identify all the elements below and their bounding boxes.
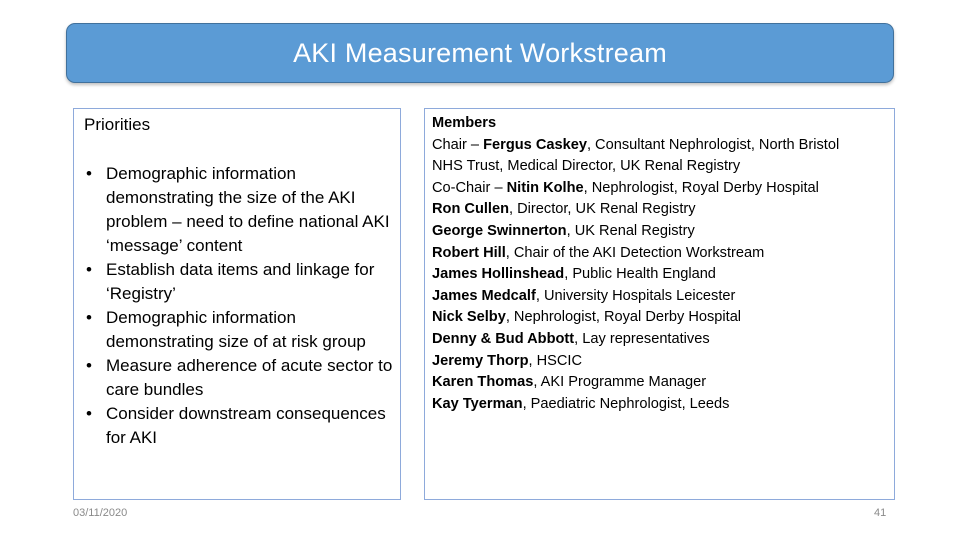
bullet-icon: • — [86, 356, 92, 375]
member-role: , Director, UK Renal Registry — [509, 201, 696, 218]
priority-text: Establish data items and linkage for ‘Registry’ — [106, 260, 375, 303]
member-cochair — [432, 178, 894, 200]
member-name: James Medcalf — [432, 287, 536, 304]
members-panel — [424, 108, 895, 500]
priority-item — [84, 162, 396, 258]
member-row — [432, 199, 894, 221]
bullet-icon: • — [86, 164, 92, 183]
title-banner — [66, 23, 894, 83]
priority-text: Demographic information demonstrating size of at risk group — [106, 308, 366, 351]
member-role: , University Hospitals Leicester — [535, 287, 736, 304]
member-role: , HSCIC — [528, 352, 583, 369]
bullet-icon: • — [86, 260, 92, 279]
member-row — [432, 243, 894, 265]
priority-item — [84, 258, 396, 306]
member-row — [432, 351, 894, 373]
priorities-panel — [73, 108, 401, 500]
member-name: Fergus Caskey — [483, 136, 587, 153]
member-name: Robert Hill — [432, 244, 506, 261]
member-row — [432, 329, 894, 351]
member-chair — [432, 135, 894, 157]
priorities-list — [84, 162, 396, 450]
member-role: , Public Health England — [564, 266, 716, 283]
member-row — [432, 286, 894, 308]
member-name: Nitin Kolhe — [506, 179, 584, 196]
member-prefix: Co-Chair – — [432, 179, 507, 196]
member-row — [432, 264, 894, 286]
member-role: , Nephrologist, Royal Derby Hospital — [505, 309, 742, 326]
member-prefix: Chair – — [432, 136, 484, 153]
priority-text: Demographic information demonstrating the size of the AKI problem – need to define national AKI ‘message’ content — [106, 164, 390, 255]
page-number: 41 — [874, 507, 887, 519]
slide-title: AKI Measurement Workstream — [293, 37, 667, 68]
member-row — [432, 307, 894, 329]
member-role: , Chair of the AKI Detection Workstream — [505, 244, 765, 261]
priority-item — [84, 402, 396, 450]
member-name: Denny & Bud Abbott — [432, 330, 575, 347]
member-name: Kay Tyerman — [432, 395, 523, 412]
member-role: , UK Renal Registry — [566, 222, 695, 239]
priorities-heading: Priorities — [84, 115, 151, 134]
bullet-icon: • — [86, 308, 92, 327]
member-row — [432, 372, 894, 394]
member-role: , Nephrologist, Royal Derby Hospital — [583, 179, 819, 196]
member-name: James Hollinshead — [432, 266, 565, 283]
members-heading: Members — [432, 115, 497, 131]
member-role: , Consultant Nephrologist, North Bristol — [586, 136, 840, 153]
footer-date: 03/11/2020 — [73, 507, 128, 519]
member-role: , Lay representatives — [574, 330, 710, 347]
priority-item — [84, 306, 396, 354]
member-chair-role-continued: NHS Trust, Medical Director, UK Renal Registry — [432, 158, 741, 175]
member-name: Karen Thomas — [432, 374, 534, 391]
members-list — [432, 113, 894, 415]
member-row — [432, 221, 894, 243]
member-name: Nick Selby — [432, 309, 506, 326]
priority-text: Consider downstream consequences for AKI — [106, 404, 386, 447]
member-name: Jeremy Thorp — [432, 352, 529, 369]
priority-item — [84, 354, 396, 402]
member-row — [432, 394, 894, 416]
priority-text: Measure adherence of acute sector to care bundles — [106, 356, 393, 399]
member-name: Ron Cullen — [432, 201, 510, 218]
member-name: George Swinnerton — [432, 222, 567, 239]
member-role: , AKI Programme Manager — [533, 374, 707, 391]
member-role: , Paediatric Nephrologist, Leeds — [522, 395, 730, 412]
bullet-icon: • — [86, 404, 92, 423]
